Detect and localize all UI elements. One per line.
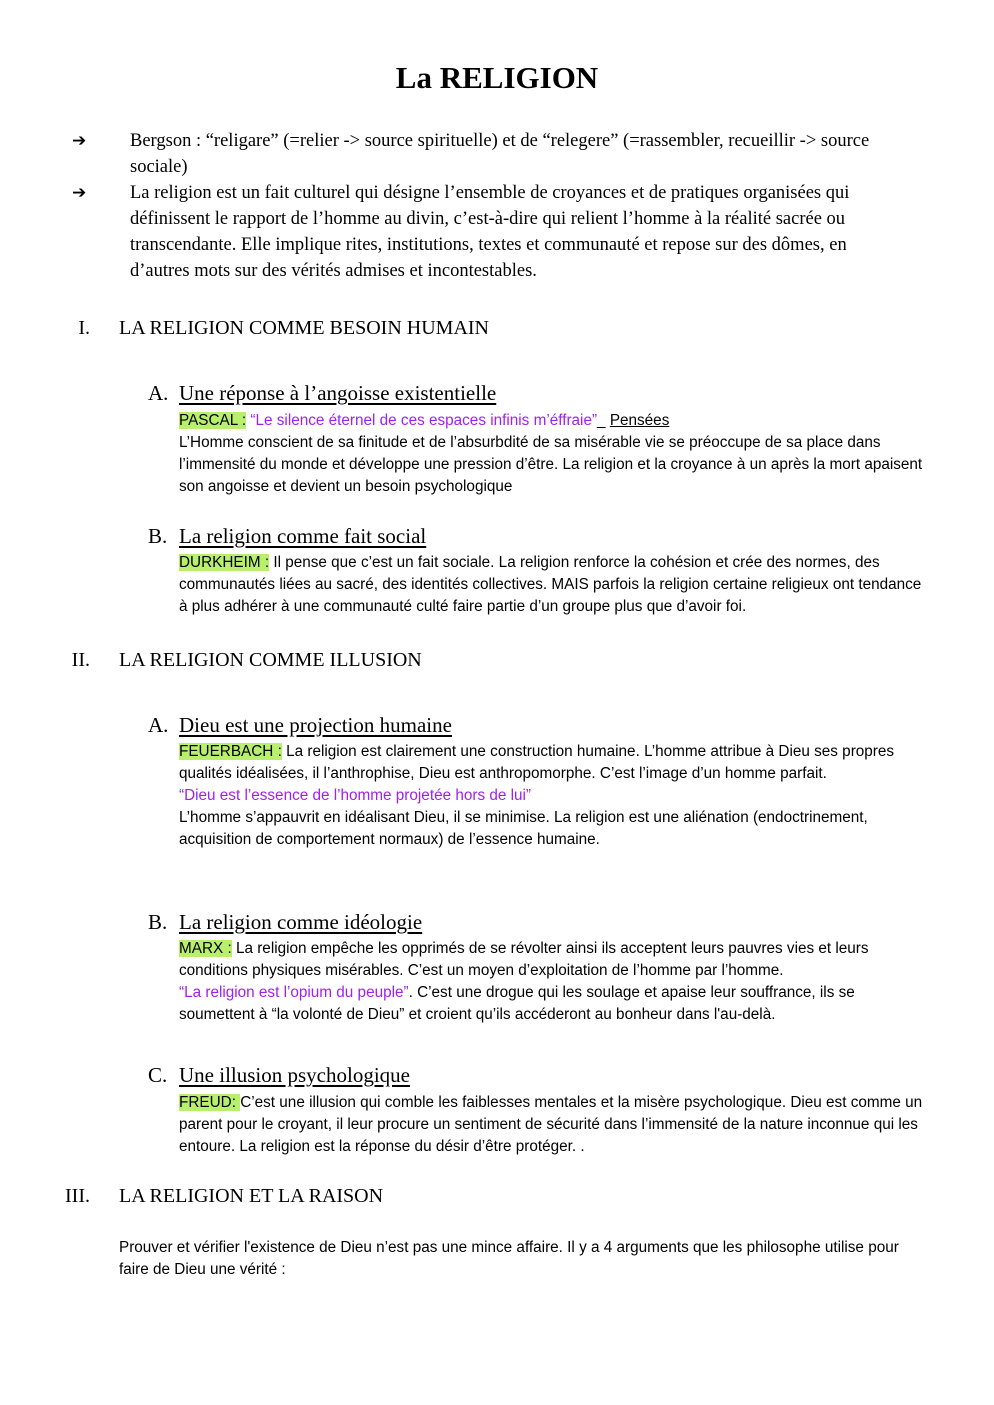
author-highlight: PASCAL : (179, 412, 247, 429)
section-heading: LA RELIGION COMME BESOIN HUMAIN (119, 317, 489, 339)
subsection-letter: B. (148, 524, 168, 548)
author-highlight: MARX : (179, 940, 232, 957)
subsection-body (179, 938, 929, 1026)
section-heading: LA RELIGION COMME ILLUSION (119, 649, 422, 671)
subsection-body (179, 410, 929, 498)
section-intro-paragraph: Prouver et vérifier l'existence de Dieu n’est pas une mince affaire. Il y a 4 arguments que les philosophe utilise pour faire de Dieu une vérité : (119, 1239, 899, 1278)
work-title: Pensées (609, 412, 670, 429)
quote: “Dieu est l’essence de l’homme projetée hors de lui” (179, 787, 532, 804)
author-highlight: FREUD: (179, 1094, 241, 1111)
subsection-heading: La religion comme idéologie (179, 910, 423, 934)
paragraph: La religion est clairement une construction humaine. L’homme attribue à Dieu ses propres qualités idéalisées, il l’anthrophise, Dieu est anthropomorphe. C’est l’image d’un homme parfait. (179, 743, 895, 782)
section-heading: LA RELIGION ET LA RAISON (119, 1185, 384, 1207)
paragraph: Il pense que c’est un fait sociale. La religion renforce la cohésion et crée des normes, des communautés liées au sacré, des identités collectives. MAIS parfois la religion certaine religieux ont tendance à plus adhérer à une communauté culté faire partie d’un groupe plus que d’avoir foi. (179, 554, 922, 615)
subsection-letter: C. (148, 1063, 168, 1087)
bullet-text: La religion est un fait culturel qui désigne l’ensemble de croyances et de pratiques organisées qui définissent le rapport de l’homme au divin, c’est-à-dire qui relient l’homme à la réalité sacrée ou transcendante. Elle implique rites, institutions, textes et communauté et repose sur des dômes, en d’autres mots sur des vérités admises et incontestables. (130, 183, 850, 281)
paragraph: C’est une illusion qui comble les faiblesses mentales et la misère psychologique. Dieu est comme un parent pour le croyant, il leur procure un sentiment de sécurité dans l’immensité de la nature inconnue qui les entoure. La religion est la réponse du désir d’être protéger. . (179, 1094, 923, 1155)
bullet-text: Bergson : “religare” (=relier -> source spirituelle) et de “relegere” (=rassembler, recueillir -> source sociale) (130, 131, 870, 177)
paragraph: L’homme s’appauvrit en idéalisant Dieu, il se minimise. La religion est une aliénation (endoctrinement, acquisition de comportement normaux) de l’essence humaine. (179, 809, 868, 848)
arrow-icon: ➔ (72, 131, 87, 151)
subsection-heading: Dieu est une projection humaine (179, 713, 452, 737)
section-numeral: I. (78, 317, 90, 339)
subsection-letter: B. (148, 910, 168, 934)
quote: “La religion est l’opium du peuple” (179, 984, 409, 1001)
paragraph: La religion empêche les opprimés de se révolter ainsi ils acceptent leurs pauvres vies et leurs conditions physiques misérables. C’est un moyen d’exploitation de l’homme par l’homme. (179, 940, 869, 979)
subsection-body (179, 741, 929, 851)
author-highlight: DURKHEIM : (179, 554, 270, 571)
subsection-letter: A. (148, 381, 169, 405)
paragraph: . C’est une drogue qui les soulage et apaise leur souffrance, ils se soumettent à “la volonté de Dieu” et croient qu’ils accéderont au bonheur dans l'au-delà. (179, 984, 855, 1023)
paragraph: L’Homme conscient de sa finitude et de l’absurbdité de sa misérable vie se préoccupe de sa place dans l’immensité du monde et développe une pression d’être. La religion et la croyance à un après la mort apaisent son angoisse et devient un besoin psychologique (179, 434, 923, 495)
subsection-body (179, 1092, 929, 1158)
quote: “Le silence éternel de ces espaces infinis m’éffraie” (246, 412, 598, 429)
subsection-heading: Une réponse à l’angoisse existentielle (179, 381, 497, 405)
subsection-body (179, 552, 929, 618)
section-numeral: II. (71, 649, 90, 671)
separator: _ (597, 412, 610, 429)
subsection-heading: Une illusion psychologique (179, 1063, 410, 1087)
arrow-icon: ➔ (72, 183, 87, 203)
section-numeral: III. (65, 1185, 90, 1207)
author-highlight: FEUERBACH : (179, 743, 282, 760)
subsection-letter: A. (148, 713, 169, 737)
page-title: La RELIGION (395, 60, 599, 95)
subsection-heading: La religion comme fait social (179, 524, 427, 548)
